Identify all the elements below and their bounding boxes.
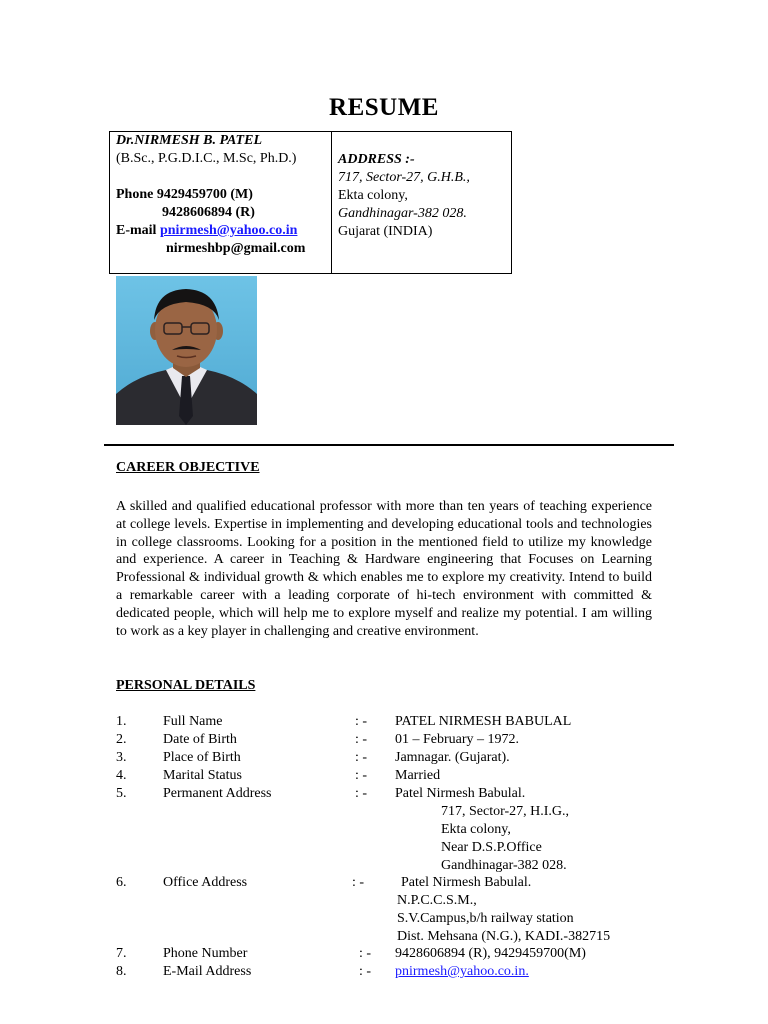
detail-label: Office Address	[163, 875, 248, 890]
detail-num: 4.	[116, 768, 127, 783]
detail-label: Date of Birth	[163, 732, 237, 747]
detail-num: 7.	[116, 946, 127, 961]
detail-value: PATEL NIRMESH BABULAL	[395, 714, 572, 729]
detail-num: 2.	[116, 732, 127, 747]
detail-label: Place of Birth	[163, 750, 241, 765]
detail-label: E-Mail Address	[163, 964, 252, 979]
detail-label: Permanent Address	[163, 786, 272, 801]
address-line-3: Gandhinagar-382 028.	[338, 206, 467, 221]
address-line-2: Ekta colony,	[338, 188, 408, 203]
detail-label: Marital Status	[163, 768, 242, 783]
section-divider	[104, 444, 674, 446]
profile-photo	[116, 276, 257, 425]
address-label: ADDRESS :-	[338, 152, 415, 167]
detail-separator: : -	[359, 964, 372, 979]
detail-num: 1.	[116, 714, 127, 729]
contact-degrees: (B.Sc., P.G.D.I.C., M.Sc, Ph.D.)	[116, 151, 297, 166]
permanent-address-line: Ekta colony,	[441, 822, 511, 837]
detail-separator: : -	[355, 732, 368, 747]
career-objective-heading: CAREER OBJECTIVE	[116, 460, 260, 475]
page-title: RESUME	[329, 94, 439, 121]
detail-num: 8.	[116, 964, 127, 979]
contact-table	[109, 131, 512, 274]
permanent-address-line: Near D.S.P.Office	[441, 840, 542, 855]
email-label: E-mail	[116, 223, 157, 238]
permanent-address-line: Gandhinagar-382 028.	[441, 858, 567, 873]
detail-num: 6.	[116, 875, 127, 890]
detail-separator: : -	[355, 750, 368, 765]
office-address-line: S.V.Campus,b/h railway station	[397, 911, 574, 926]
address-line-4: Gujarat (INDIA)	[338, 224, 433, 239]
detail-num: 5.	[116, 786, 127, 801]
permanent-address-line: 717, Sector-27, H.I.G.,	[441, 804, 570, 819]
detail-value: 01 – February – 1972.	[395, 732, 520, 747]
detail-value: 9428606894 (R), 9429459700(M)	[395, 946, 586, 961]
detail-separator: : -	[355, 714, 368, 729]
detail-label: Phone Number	[163, 946, 248, 961]
detail-separator: : -	[355, 768, 368, 783]
email-line	[116, 222, 297, 240]
office-address-line: Dist. Mehsana (N.G.), KADI.-382715	[397, 929, 611, 944]
phone-res: 9428606894 (R)	[162, 205, 255, 220]
phone-mobile-line	[116, 186, 253, 204]
contact-name: Dr.NIRMESH B. PATEL	[116, 133, 263, 148]
email-link[interactable]: pnirmesh@yahoo.co.in.	[395, 964, 529, 979]
detail-value: Patel Nirmesh Babulal.	[395, 786, 526, 801]
phone-mobile: 9429459700 (M)	[156, 187, 253, 202]
detail-label: Full Name	[163, 714, 223, 729]
table-divider	[331, 132, 332, 273]
detail-value: Patel Nirmesh Babulal.	[401, 875, 532, 890]
career-objective-text: A skilled and qualified educational professor with more than ten years of teaching experience at college levels. Expertise in implementing and developing educational tools and technologies in college classrooms. Looking for a position in the mentioned field to utilize my knowledge and experience. A career in Teaching & Hardware engineering that Focuses on Learning Professional & individual growth & which enables me to explore my creativity. Intend to build a remarkable career with a leading corporate of hi-tech environment with committed & dedicated people, which will help me to explore myself and realize my potential. I am willing to work as a key player in challenging and creative environment.	[116, 499, 652, 639]
personal-details-heading: PERSONAL DETAILS	[116, 678, 256, 693]
detail-separator: : -	[359, 946, 372, 961]
detail-num: 3.	[116, 750, 127, 765]
detail-value: Married	[395, 768, 441, 783]
detail-separator: : -	[352, 875, 365, 890]
email-primary-link[interactable]: pnirmesh@yahoo.co.in	[159, 223, 298, 238]
office-address-line: N.P.C.C.S.M.,	[397, 893, 477, 908]
detail-separator: : -	[355, 786, 368, 801]
address-line-1: 717, Sector-27, G.H.B.,	[338, 170, 470, 185]
phone-label: Phone	[116, 187, 154, 202]
detail-value: Jamnagar. (Gujarat).	[395, 750, 510, 765]
email-secondary: nirmeshbp@gmail.com	[166, 241, 306, 256]
